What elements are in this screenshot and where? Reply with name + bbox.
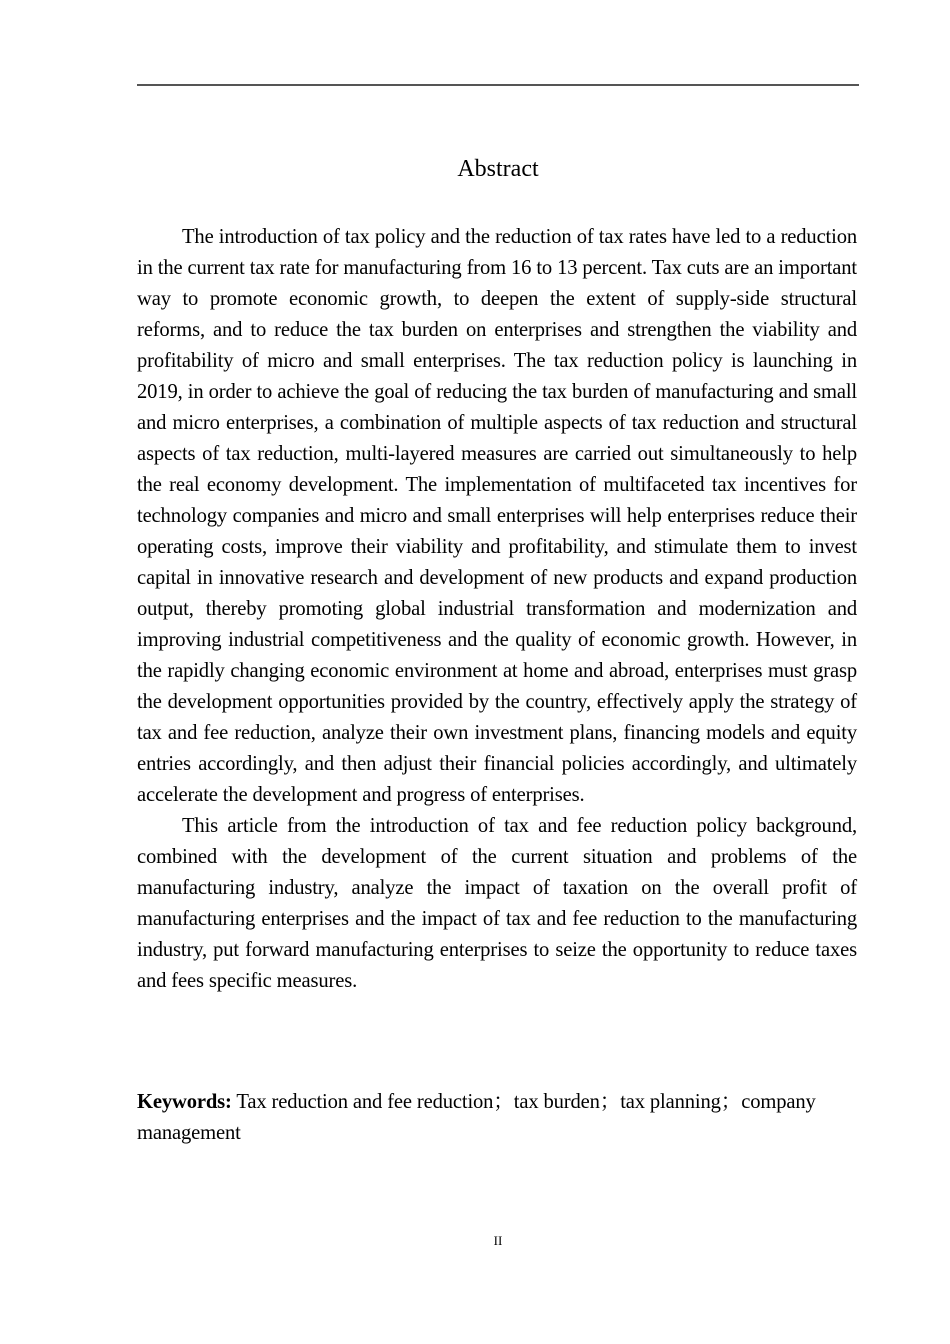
keywords-text: Tax reduction and fee reduction；tax burden；tax planning；company management xyxy=(137,1091,816,1144)
header-rule xyxy=(137,84,859,86)
abstract-body xyxy=(137,222,857,997)
keywords-label: Keywords: xyxy=(137,1091,232,1113)
abstract-title: Abstract xyxy=(457,156,539,182)
page-number: II xyxy=(493,1233,503,1248)
abstract-paragraph-2: This article from the introduction of tax and fee reduction policy background, combined with the development of the current situation and problems of the manufacturing industry, analyze the impact of taxation on the overall profit of manufacturing enterprises and the impact of tax and fee reduction to the manufacturing industry, put forward manufacturing enterprises to seize the opportunity to reduce taxes and fees specific measures. xyxy=(137,815,857,992)
abstract-paragraph-1: The introduction of tax policy and the reduction of tax rates have led to a reduction in the current tax rate for manufacturing from 16 to 13 percent. Tax cuts are an important way to promote economic growth, to deepen the extent of supply-side structural reforms, and to reduce the tax burden on enterprises and strengthen the viability and profitability of micro and small enterprises. The tax reduction policy is launching in 2019, in order to achieve the goal of reducing the tax burden of manufacturing and small and micro enterprises, a combination of multiple aspects of tax reduction and structural aspects of tax reduction, multi-layered measures are carried out simultaneously to help the real economy development. The implementation of multifaceted tax incentives for technology companies and micro and small enterprises will help enterprises reduce their operating costs, improve their viability and profitability, and stimulate them to invest capital in innovative research and development of new products and expand production output, thereby promoting global industrial transformation and modernization and improving industrial competitiveness and the quality of economic growth. However, in the rapidly changing economic environment at home and abroad, enterprises must grasp the development opportunities provided by the country, effectively apply the strategy of tax and fee reduction, analyze their own investment plans, financing models and equity entries accordingly, and then adjust their financial policies accordingly, and ultimately accelerate the development and progress of enterprises. xyxy=(137,226,857,806)
keywords-line xyxy=(137,1087,817,1149)
